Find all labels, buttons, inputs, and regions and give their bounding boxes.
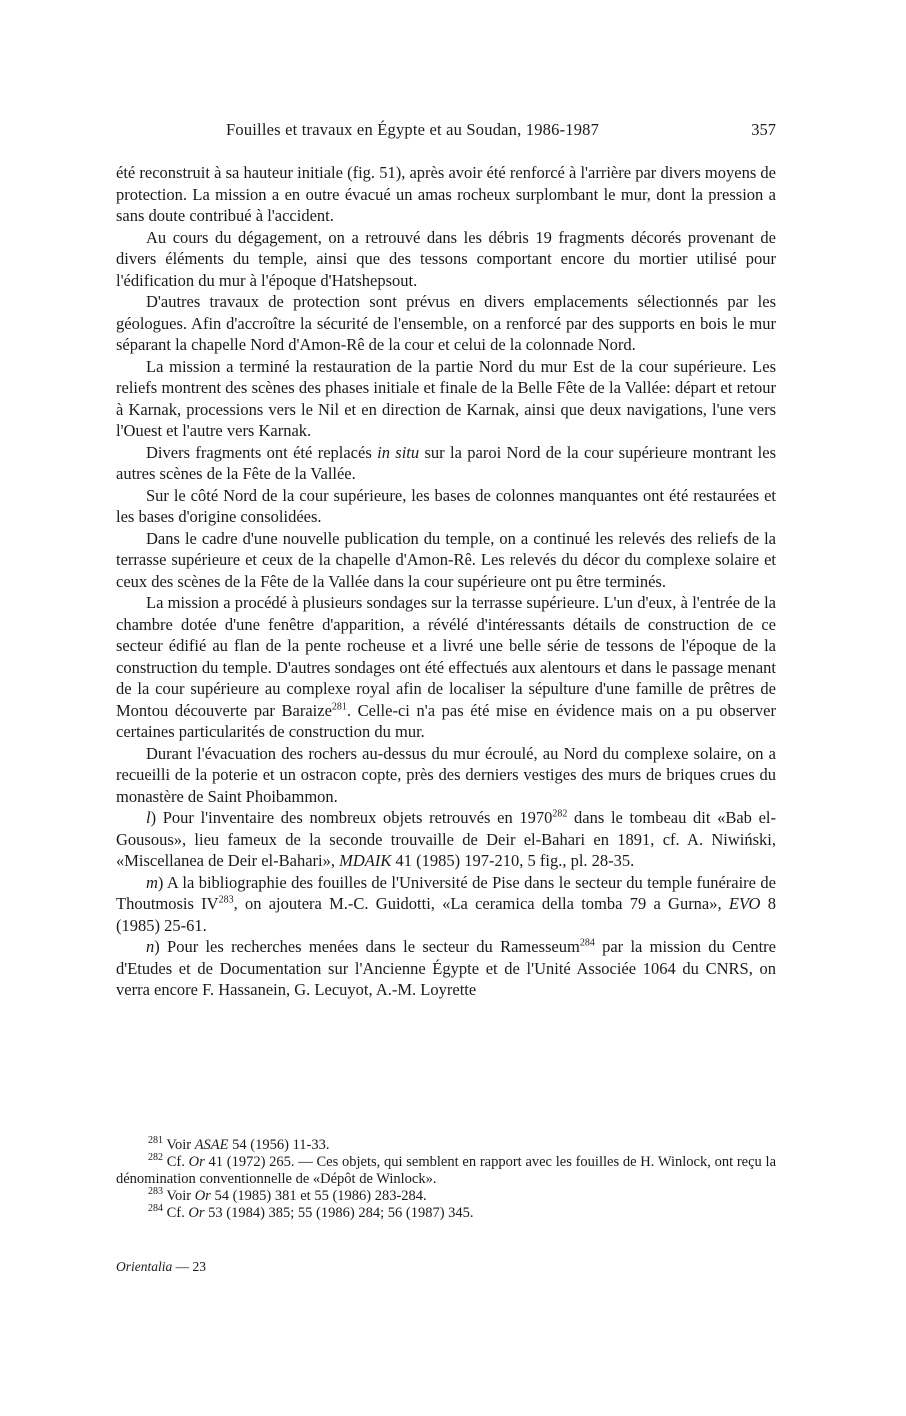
paragraph bbox=[116, 227, 776, 292]
paragraph bbox=[116, 807, 776, 872]
text-run: Au cours du dégagement, on a retrouvé dans les débris 19 fragments décorés provenant de divers éléments du temple, ainsi que des tessons comportant encore du mortier utilisé pour l'édification du mur à l'époque d'Hatshepsout. bbox=[116, 227, 776, 290]
text-run: ) A la bibliographie des fouilles de l'Université de Pise dans le secteur du temple funéraire de Thoutmosis IV bbox=[116, 872, 776, 913]
paragraph bbox=[116, 485, 776, 528]
paragraph bbox=[116, 442, 776, 485]
text-run: Voir bbox=[163, 1137, 195, 1153]
paragraph bbox=[116, 356, 776, 442]
footnote-marker: 282 bbox=[552, 808, 568, 820]
text-run: La mission a procédé à plusieurs sondages sur la terrasse supérieure. L'un d'eux, à l'entrée de la chambre dotée d'une fenêtre d'apparition, a révélé d'intéressants détails de construction de ce secteur édifié au flan de la pente rocheuse et a livré une belle série de tessons de l'époque de la construction du temple. D'autres sondages ont été effectués aux alentours et dans le passage menant de la cour supérieure au complexe royal afin de localiser la sépulture d'une famille de prêtres de Montou découverte par Baraize bbox=[116, 593, 776, 720]
text-run: 54 (1956) 11-33. bbox=[228, 1137, 330, 1153]
text-run: Divers fragments ont été replacés bbox=[146, 442, 378, 462]
paragraph bbox=[116, 743, 776, 808]
text-run: 41 (1972) 265. — Ces objets, qui semblent en rapport avec les fouilles de H. Winlock, ont reçu la dénomination conventionnelle de «Dépôt de Winlock». bbox=[116, 1154, 777, 1187]
text-run: . Celle-ci n'a pas été mise en évidence mais on a pu observer certaines particularités de construction du mur. bbox=[116, 700, 776, 741]
footnotes bbox=[116, 1137, 776, 1222]
paragraph bbox=[116, 592, 776, 743]
text-run: Durant l'évacuation des rochers au-dessus du mur écroulé, au Nord du complexe solaire, on a recueilli de la poterie et un ostracon copte, près des derniers vestiges des murs de briques crues du monastère de Saint Phoibammon. bbox=[116, 743, 776, 806]
footnote bbox=[116, 1154, 776, 1188]
text-run: Dans le cadre d'une nouvelle publication du temple, on a continué les relevés des reliefs de la terrasse supérieure et ceux de la chapelle d'Amon-Rê. Les relevés du décor du complexe solaire et ceux des scènes de la Fête de la Vallée dans la cour supérieure ont pu être terminés. bbox=[116, 528, 776, 591]
italic-text: l bbox=[146, 808, 151, 827]
footnote bbox=[116, 1205, 776, 1222]
italic-text: EVO bbox=[728, 894, 761, 913]
text-run: par la mission du Centre d'Etudes et de Documentation sur l'Ancienne Égypte et de l'Unité Associée 1064 du CNRS, on verra encore F. Hassanein, G. Lecuyot, A.-M. Loyrette bbox=[116, 937, 776, 999]
footnote-marker: 284 bbox=[148, 1203, 163, 1215]
text-run: Cf. bbox=[163, 1205, 189, 1221]
footnote-marker: 281 bbox=[148, 1135, 163, 1147]
text-run: 53 (1984) 385; 55 (1986) 284; 56 (1987) 345. bbox=[204, 1205, 474, 1221]
running-header bbox=[116, 120, 776, 142]
paragraph bbox=[116, 162, 776, 227]
running-title: Fouilles et travaux en Égypte et au Soudan, 1986-1987 bbox=[226, 120, 600, 139]
footnote-marker: 283 bbox=[218, 894, 234, 906]
footnote-marker: 283 bbox=[148, 1186, 163, 1198]
italic-text: m bbox=[146, 872, 158, 892]
body-text bbox=[116, 162, 776, 1001]
text-run: Voir bbox=[163, 1188, 195, 1204]
text-run: sur la paroi Nord de la cour supérieure montrant les autres scènes de la Fête de la Vallée. bbox=[116, 442, 776, 483]
footnote-marker: 282 bbox=[148, 1152, 163, 1164]
italic-text: n bbox=[146, 937, 155, 956]
paragraph bbox=[116, 528, 776, 593]
text-run: La mission a terminé la restauration de la partie Nord du mur Est de la cour supérieure. Les reliefs montrent des scènes des phases initiale et finale de la Belle Fête de la Vallée: départ et retour à Karnak, processions vers le Nil et en direction de Karnak, ainsi que deux navigations, l'une vers l'Ouest et l'autre vers Karnak. bbox=[116, 356, 776, 440]
italic-text: MDAIK bbox=[339, 851, 392, 870]
text-run: 41 (1985) 197-210, 5 fig., pl. 28-35. bbox=[391, 851, 635, 870]
text-run: 8 (1985) 25-61. bbox=[116, 894, 776, 935]
italic-text: Or bbox=[188, 1205, 205, 1221]
text-run: D'autres travaux de protection sont prévus en divers emplacements sélectionnés par les géologues. Afin d'accroître la sécurité de l'ensemble, on a renforcé par des supports en bois le mur séparant la chapelle Nord d'Amon-Rê de la cour et celui de la colonnade Nord. bbox=[116, 292, 776, 354]
text-run: 54 (1985) 381 et 55 (1986) 283-284. bbox=[210, 1188, 427, 1204]
text-run: ) Pour l'inventaire des nombreux objets retrouvés en 1970 bbox=[150, 808, 553, 827]
page-number: 357 bbox=[751, 120, 776, 139]
text-run: dans le tombeau dit «Bab el-Gousous», lieu fameux de la seconde trouvaille de Deir el-Bahari en 1891, cf. A. Niwiński, «Miscellanea de Deir el-Bahari», bbox=[116, 808, 776, 870]
text-run: été reconstruit à sa hauteur initiale (fig. 51), après avoir été renforcé à l'arrière par divers moyens de protection. La mission a en outre évacué un amas rocheux surplombant le mur, dont la pression a sans doute contribué à l'accident. bbox=[116, 163, 776, 225]
footnote-marker: 281 bbox=[331, 701, 347, 712]
paragraph bbox=[116, 872, 776, 937]
signature-mark: — 23 bbox=[175, 1259, 206, 1274]
text-run: Cf. bbox=[163, 1154, 189, 1170]
footnote bbox=[116, 1188, 776, 1205]
journal-name: Orientalia bbox=[116, 1259, 173, 1274]
italic-text: ASAE bbox=[194, 1137, 229, 1153]
paragraph bbox=[116, 291, 776, 356]
footnote bbox=[116, 1137, 776, 1154]
italic-text: Or bbox=[194, 1188, 211, 1204]
italic-text: Or bbox=[188, 1154, 205, 1170]
page-footer bbox=[116, 1259, 206, 1275]
text-run: Sur le côté Nord de la cour supérieure, les bases de colonnes manquantes ont été restaurées et les bases d'origine consolidées. bbox=[116, 485, 776, 526]
text-run: , on ajoutera M.-C. Guidotti, «La ceramica della tomba 79 a Gurna», bbox=[233, 894, 729, 913]
footnote-marker: 284 bbox=[579, 937, 595, 949]
paragraph bbox=[116, 936, 776, 1001]
text-run: ) Pour les recherches menées dans le secteur du Ramesseum bbox=[154, 937, 580, 956]
italic-text: in situ bbox=[377, 442, 420, 462]
